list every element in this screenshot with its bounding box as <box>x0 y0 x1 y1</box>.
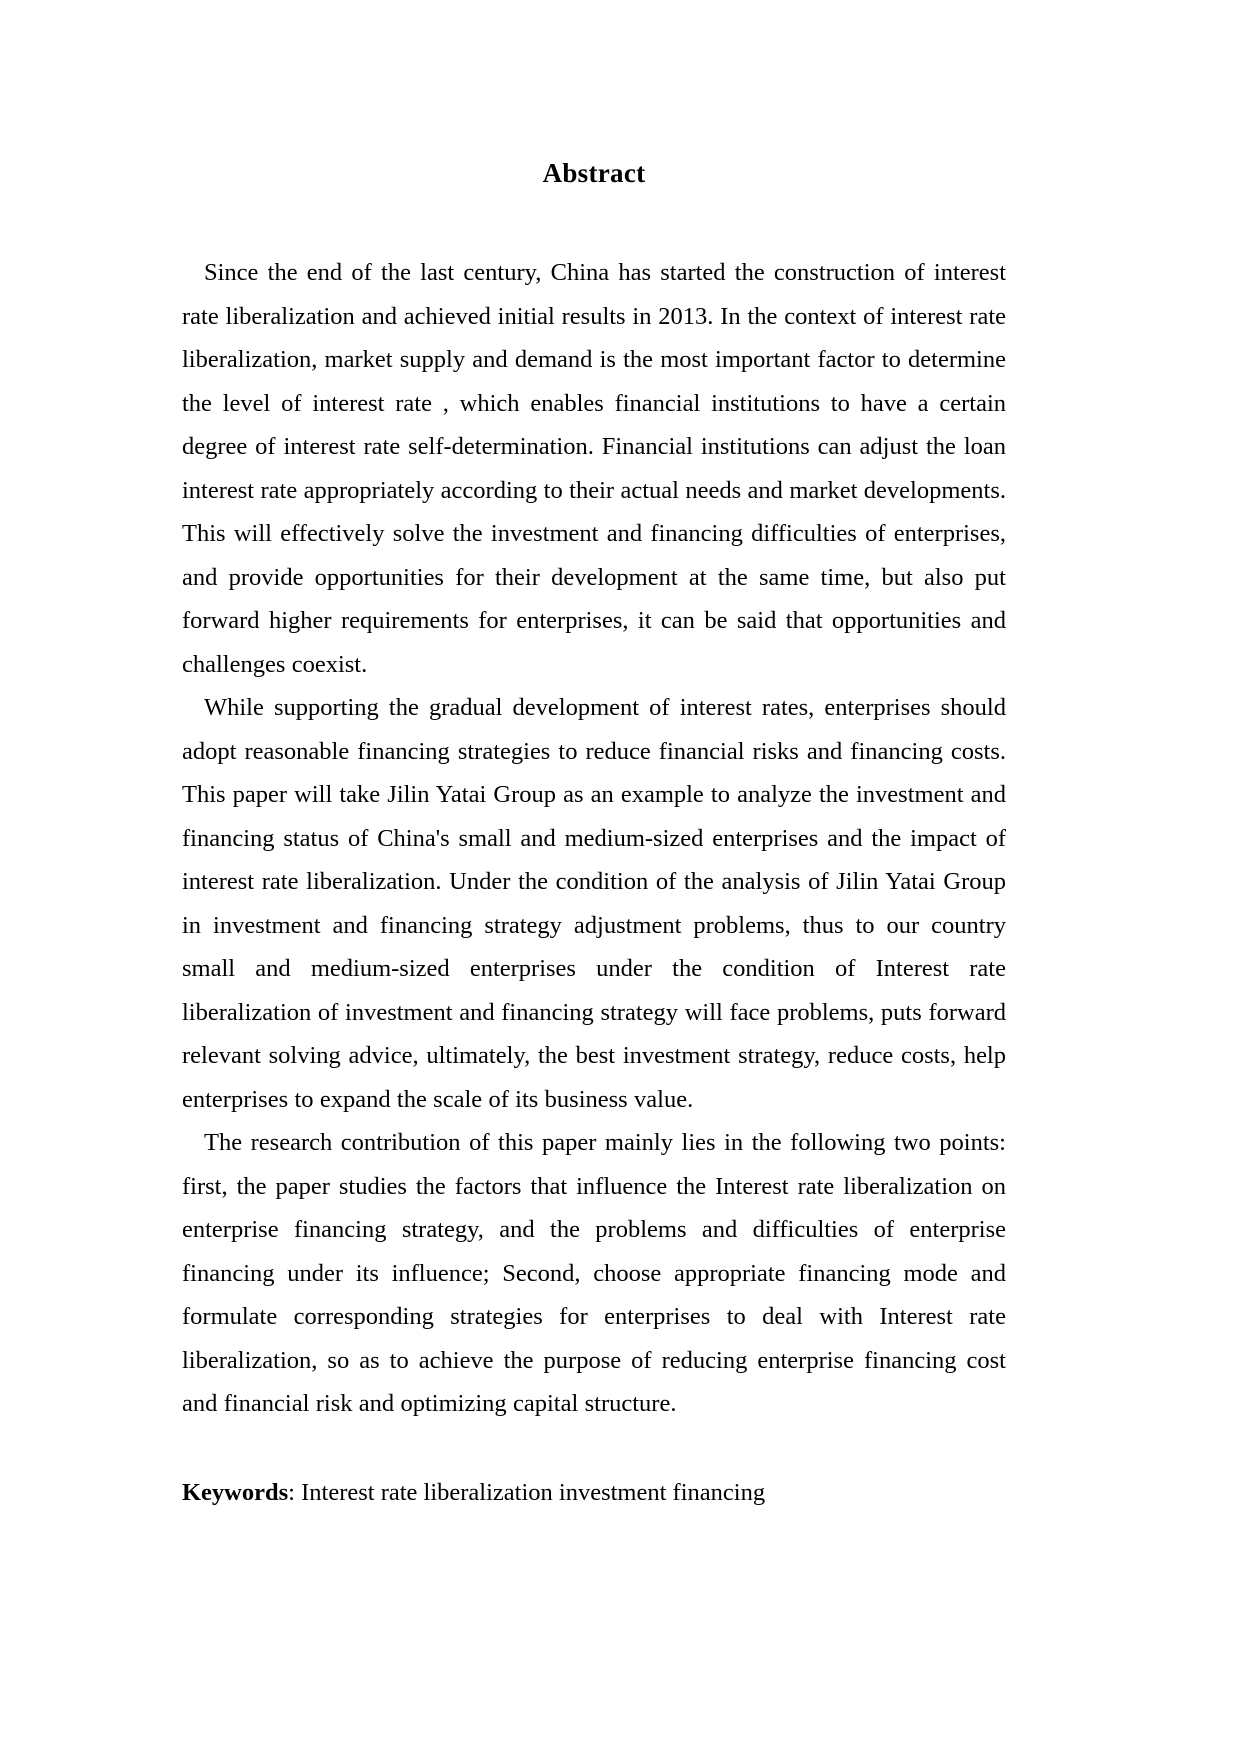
abstract-paragraph-3: The research contribution of this paper mainly lies in the following two points: first, the paper studies the factors that influence the Interest rate liberalization on enterprise financing strategy, and the problems and difficulties of enterprise financing under its influence; Second, choose appropriate financing mode and formulate corresponding strategies for enterprises to deal with Interest rate liberalization, so as to achieve the purpose of reducing enterprise financing cost and financial risk and optimizing capital structure. <box>182 1129 1006 1417</box>
keywords-separator: : <box>288 1478 302 1506</box>
keywords-value: Interest rate liberalization investment financing <box>301 1478 766 1506</box>
abstract-body <box>182 251 1006 1426</box>
keywords-label: Keywords <box>182 1478 289 1506</box>
page-content <box>182 0 1006 1514</box>
abstract-paragraph-2: While supporting the gradual development of interest rates, enterprises should adopt reasonable financing strategies to reduce financial risks and financing costs. This paper will take Jilin Yatai Group as an example to analyze the investment and financing status of China's small and medium-sized enterprises and the impact of interest rate liberalization. Under the condition of the analysis of Jilin Yatai Group in investment and financing strategy adjustment problems, thus to our country small and medium-sized enterprises under the condition of Interest rate liberalization of investment and financing strategy will face problems, puts forward relevant solving advice, ultimately, the best investment strategy, reduce costs, help enterprises to expand the scale of its business value. <box>182 694 1006 1113</box>
page-title: Abstract <box>542 158 646 188</box>
abstract-paragraph-1: Since the end of the last century, China has started the construction of interest rate liberalization and achieved initial results in 2013. In the context of interest rate liberalization, market supply and demand is the most important factor to determine the level of interest rate , which enables financial institutions to have a certain degree of interest rate self-determination. Financial institutions can adjust the loan interest rate appropriately according to their actual needs and market developments. This will effectively solve the investment and financing difficulties of enterprises, and provide opportunities for their development at the same time, but also put forward higher requirements for enterprises, it can be said that opportunities and challenges coexist. <box>182 259 1006 678</box>
keywords-line <box>182 1426 1006 1515</box>
